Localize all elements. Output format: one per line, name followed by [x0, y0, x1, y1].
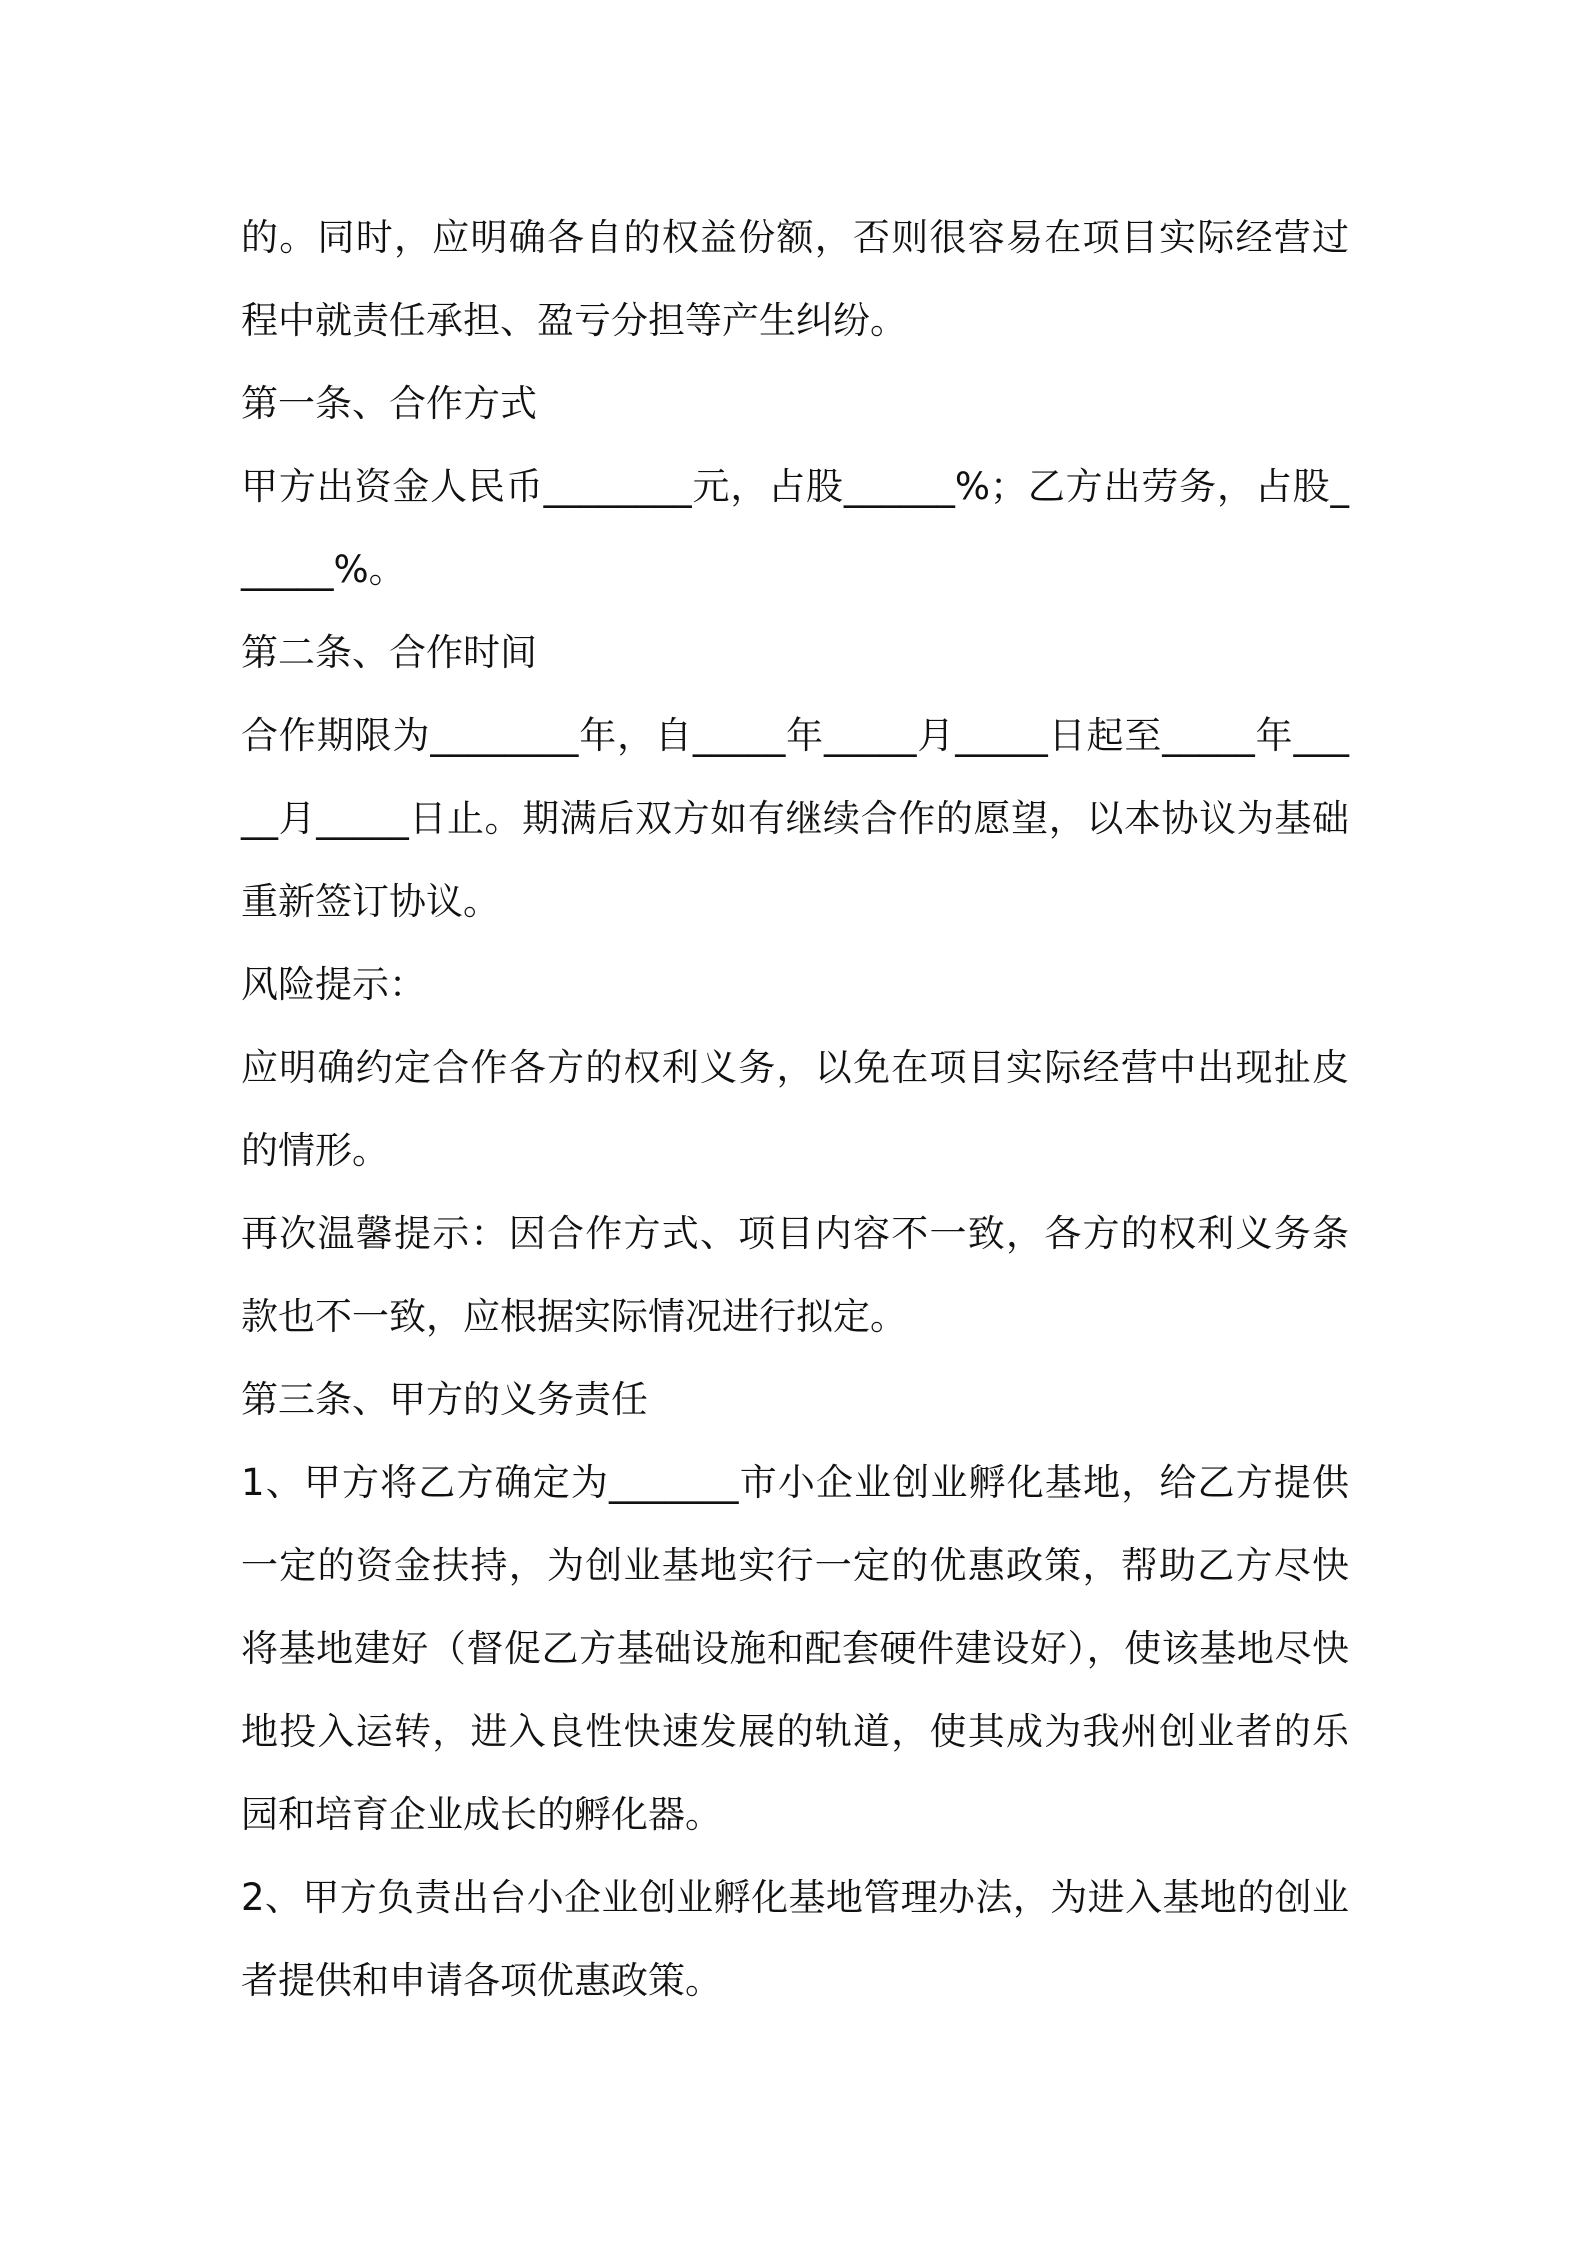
paragraph-reminder: 再次温馨提示：因合作方式、项目内容不一致，各方的权利义务条款也不一致，应根据实际情况进行拟定。	[241, 1212, 1349, 1338]
document-body	[241, 196, 1349, 2022]
paragraph-cooperation-method: 甲方出资金人民币________元，占股______%；乙方出劳务，占股______%。	[241, 465, 1349, 591]
paragraph-clause-1: 1、甲方将乙方确定为_______市小企业创业孵化基地，给乙方提供一定的资金扶持，为创业基地实行一定的优惠政策，帮助乙方尽快将基地建好（督促乙方基础设施和配套硬件建设好），使该基地尽快地投入运转，进入良性快速发展的轨道，使其成为我州创业者的乐园和培育企业成长的孵化器。	[241, 1461, 1349, 1836]
paragraph-continuation: 的。同时，应明确各自的权益份额，否则很容易在项目实际经营过程中就责任承担、盈亏分担等产生纠纷。	[241, 216, 1349, 342]
heading-article-1: 第一条、合作方式	[241, 382, 537, 425]
heading-article-2: 第二条、合作时间	[241, 631, 537, 674]
heading-risk-notice: 风险提示：	[241, 963, 426, 1006]
heading-article-3: 第三条、甲方的义务责任	[241, 1378, 648, 1421]
paragraph-clause-2: 2、甲方负责出台小企业创业孵化基地管理办法，为进入基地的创业者提供和申请各项优惠政策。	[241, 1876, 1349, 2002]
paragraph-cooperation-period: 合作期限为________年，自_____年_____月_____日起至_____年_____月_____日止。期满后双方如有继续合作的愿望，以本协议为基础重新签订协议。	[241, 714, 1349, 923]
paragraph-risk-notice: 应明确约定合作各方的权利义务，以免在项目实际经营中出现扯皮的情形。	[241, 1046, 1349, 1172]
